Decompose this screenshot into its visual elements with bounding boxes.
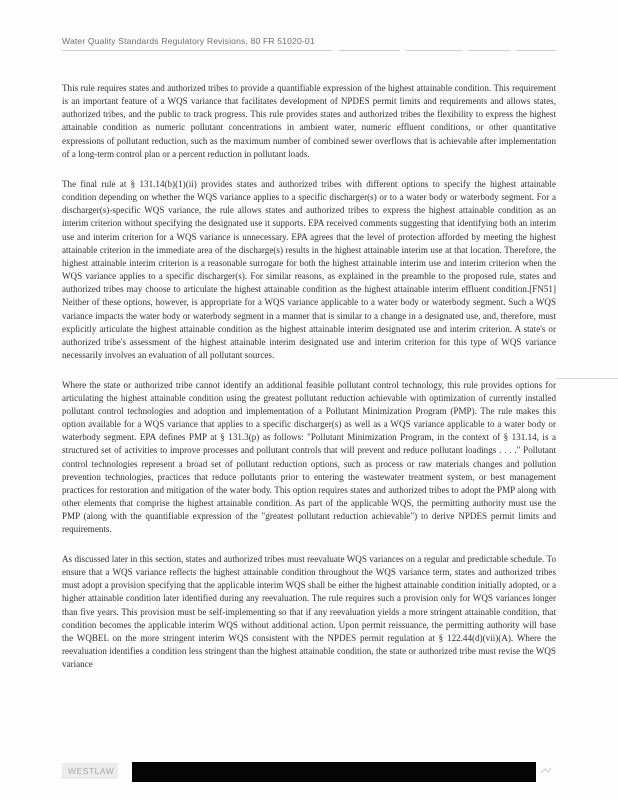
paragraph-pollutant-minimization-program: Where the state or authorized tribe cannot identify an additional feasible pollutant control technology, this rule provides options for articulating the highest attainable condition using the greatest pollutant reduction achievable with optimization of currently installed pollutant control technologies and adoption and implementation of a Pollutant Minimization Program (PMP). The rule makes this option available for a WQS variance that applies to a specific discharger(s) as well as a WQS variance applicable to a water body or waterbody segment. EPA defines PMP at § 131.3(p) as follows: "Pollutant Minimization Program, in the context of § 131.14, is a structured set of activities to improve processes and pollutant controls that will prevent and reduce pollutant loadings . . . ." Pollutant control technologies represent a broad set of pollutant reduction options, such as process or raw materials changes and pollution prevention technologies, practices that reduce pollutants prior to entering the wastewater treatment system, or best management practices for restoration and mitigation of the water body. This option requires states and authorized tribes to adopt the PMP along with other elements that comprise the highest attainable condition. As part of the applicable WQS, the permitting authority must use the PMP (along with the quantifiable expression of the "greatest pollutant reduction achievable") to derive NPDES permit limits and requirements. <box>62 379 556 535</box>
redaction-bar <box>132 762 536 782</box>
footer-mark-icon <box>540 767 552 775</box>
running-header: Water Quality Standards Regulatory Revisions, 80 FR 51020-01 <box>62 36 315 46</box>
body-text <box>62 82 556 688</box>
margin-rule <box>556 378 618 379</box>
paragraph-reevaluation-schedule: As discussed later in this section, states and authorized tribes must reevaluate WQS variances on a regular and predictable schedule. To ensure that a WQS variance reflects the highest attainable condition throughout the WQS variance term, states and authorized tribes must adopt a provision specifying that the applicable interim WQS shall be either the highest attainable condition initially adopted, or a higher attainable condition later identified during any reevaluation. The rule requires such a provision only for WQS variances longer than five years. This provision must be self-implementing so that if any reevaluation yields a more stringent attainable condition, that condition becomes the applicable interim WQS without additional action. Upon permit reissuance, the permitting authority will base the WQBEL on the more stringent interim WQS consistent with the NPDES permit regulation at § 122.44(d)(vii)(A). Where the reevaluation identifies a condition less stringent than the highest attainable condition, the state or authorized tribe must revise the WQS variance <box>62 554 556 670</box>
page-footer <box>62 762 556 782</box>
paragraph-highest-attainable-condition: This rule requires states and authorized tribes to provide a quantifiable expression of the highest attainable condition. This requirement is an important feature of a WQS variance that facilitates development of NPDES permit limits and requirements and allows states, authorized tribes, and the public to track progress. This rule provides states and authorized tribes the flexibility to express the highest attainable condition as numeric pollutant concentrations in ambient water, numeric effluent conditions, or other quantitative expressions of pollutant reduction, such as the maximum number of combined sewer overflows that is achievable after implementation of a long-term control plan or a percent reduction in pollutant loads. <box>62 83 556 159</box>
westlaw-logo: WESTLAW <box>62 763 118 779</box>
paragraph-final-rule-options: The final rule at § 131.14(b)(1)(ii) provides states and authorized tribes with different options to specify the highest attainable condition depending on whether the WQS variance applies to a specific discharger(s) or to a water body or waterbody segment. For a discharger(s)-specific WQS variance, the rule allows states and authorized tribes to express the highest attainable condition as an interim criterion without specifying the designated use it supports. EPA received comments suggesting that identifying both an interim use and interim criterion for a WQS variance is unnecessary. EPA agrees that the level of protection afforded by meeting the highest attainable criterion in the immediate area of the discharge(s) results in the highest attainable interim use at that location. Therefore, the highest attainable interim criterion is a reasonable surrogate for both the highest attainable interim use and interim criterion when the WQS variance applies to a specific discharger(s). For similar reasons, as explained in the preamble to the proposed rule, states and authorized tribes may choose to articulate the highest attainable condition as the highest attainable interim effluent condition.[FN51] Neither of these options, however, is appropriate for a WQS variance applicable to a water body or waterbody segment. Such a WQS variance impacts the water body or waterbody segment in a manner that is similar to a change in a designated use, and, therefore, must explicitly articulate the highest attainable condition as the highest attainable interim designated use and interim criterion. A state's or authorized tribe's assessment of the highest attainable interim designated use and interim criterion for this type of WQS variance necessarily involves an evaluation of all pollutant sources. <box>62 178 556 360</box>
header-rule <box>62 50 556 51</box>
